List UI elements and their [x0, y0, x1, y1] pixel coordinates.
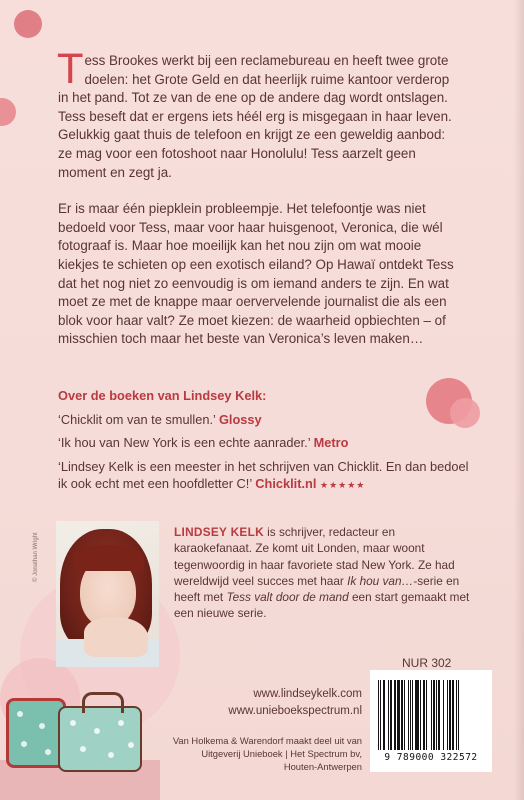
rating-stars: ★★★★★: [320, 480, 366, 490]
website-links: [200, 686, 362, 720]
author-name: LINDSEY KELK: [174, 525, 264, 539]
drop-cap: T: [58, 47, 83, 93]
barcode-bar: [458, 680, 459, 750]
decorative-dot: [14, 10, 42, 38]
blurb-paragraph-1-text: ess Brookes werkt bij een reclamebureau en heeft twee grote doelen: het Grote Geld en dat heerlijk ruime kantoor verderop in het pand. Tot ze van de ene op de andere dag wordt ontslagen. Tess beseft dat er ergens iets héél erg is misgegaan in haar leven. Gelukkig gaat thuis de telefoon en krijgt ze een geweldig aanbod: ze mag voor een fotoshoot naar Honolulu! Tess aarzelt geen moment en zegt ja.: [58, 53, 452, 180]
author-photo-fringe: [74, 545, 144, 571]
review-quote: [58, 411, 478, 429]
blurb-paragraph-2: Er is maar één piepklein probleempje. Het telefoontje was niet bedoeld voor Tess, maar voor haar huisgenoot, Veronica, die wél fotograaf is. Maar hoe moeilijk kan het nou zijn om wat mooie kiekjes te schieten op een exotisch eiland? Op Hawaï ontdekt Tess dat het nog niet zo eenvoudig is om iemand anders te zijn. En wat moet ze met de knappe maar oervervelende journalist die als een blok voor haar valt? Ze moet kiezen: de waarheid opbiechten – of misschien toch maar het beste van Veronica’s leven maken…: [58, 201, 454, 347]
photo-credit: © Jonathan Wright: [33, 532, 39, 582]
decorative-dot: [0, 98, 16, 126]
bio-text: een start gemaakt met een nieuwe serie.: [174, 590, 470, 621]
review-quote: [58, 458, 478, 495]
barcode-digits: 9 789000 322572: [384, 752, 478, 763]
suitcase-illustration: [6, 698, 66, 768]
spine-shadow: [514, 0, 524, 800]
blurb-paragraph-1: [58, 47, 462, 182]
bio-text: is schrijver, redacteur en karaokefanaat. Ze komt uit Londen, maar woont tegenwoordig in haar favoriete stad New York. Ze had wereldwijd veel succes met haar: [174, 525, 455, 588]
barcode-bars: [378, 680, 484, 750]
review-source: Chicklit.nl: [255, 476, 317, 491]
book-title: Tess valt door de mand: [226, 590, 349, 605]
bio-text: -serie en heeft met: [174, 573, 460, 605]
review-quote-text: ‘Lindsey Kelk is een meester in het schrijven van Chicklit. En dan bedoel ik ook echt met een hoofdletter C!’: [58, 458, 469, 491]
author-photo: [56, 521, 159, 667]
review-quote: [58, 434, 478, 452]
nur-code: NUR 302: [402, 656, 452, 670]
publisher-website-link[interactable]: www.unieboekspectrum.nl: [228, 705, 362, 717]
series-title: Ik hou van…: [347, 573, 414, 588]
suitcase-illustration: [58, 706, 142, 772]
author-photo-hand: [84, 617, 148, 657]
author-bio: [174, 524, 474, 622]
author-website-link[interactable]: www.lindseykelk.com: [253, 688, 362, 700]
publisher-info: Van Holkema & Warendorf maakt deel uit van Uitgeverij Unieboek | Het Spectrum bv, Houten-Antwerpen: [172, 735, 362, 773]
reviews-section: [58, 387, 478, 501]
blurb-text: [58, 47, 462, 367]
review-quote-text: ‘Ik hou van New York is een echte aanrader.’: [58, 435, 311, 450]
isbn-barcode: [370, 670, 492, 772]
review-source: Metro: [313, 435, 349, 450]
reviews-heading: Over de boeken van Lindsey Kelk:: [58, 388, 267, 403]
review-source: Glossy: [218, 411, 262, 427]
review-quote-text: ‘Chicklit om van te smullen.’: [58, 411, 216, 427]
